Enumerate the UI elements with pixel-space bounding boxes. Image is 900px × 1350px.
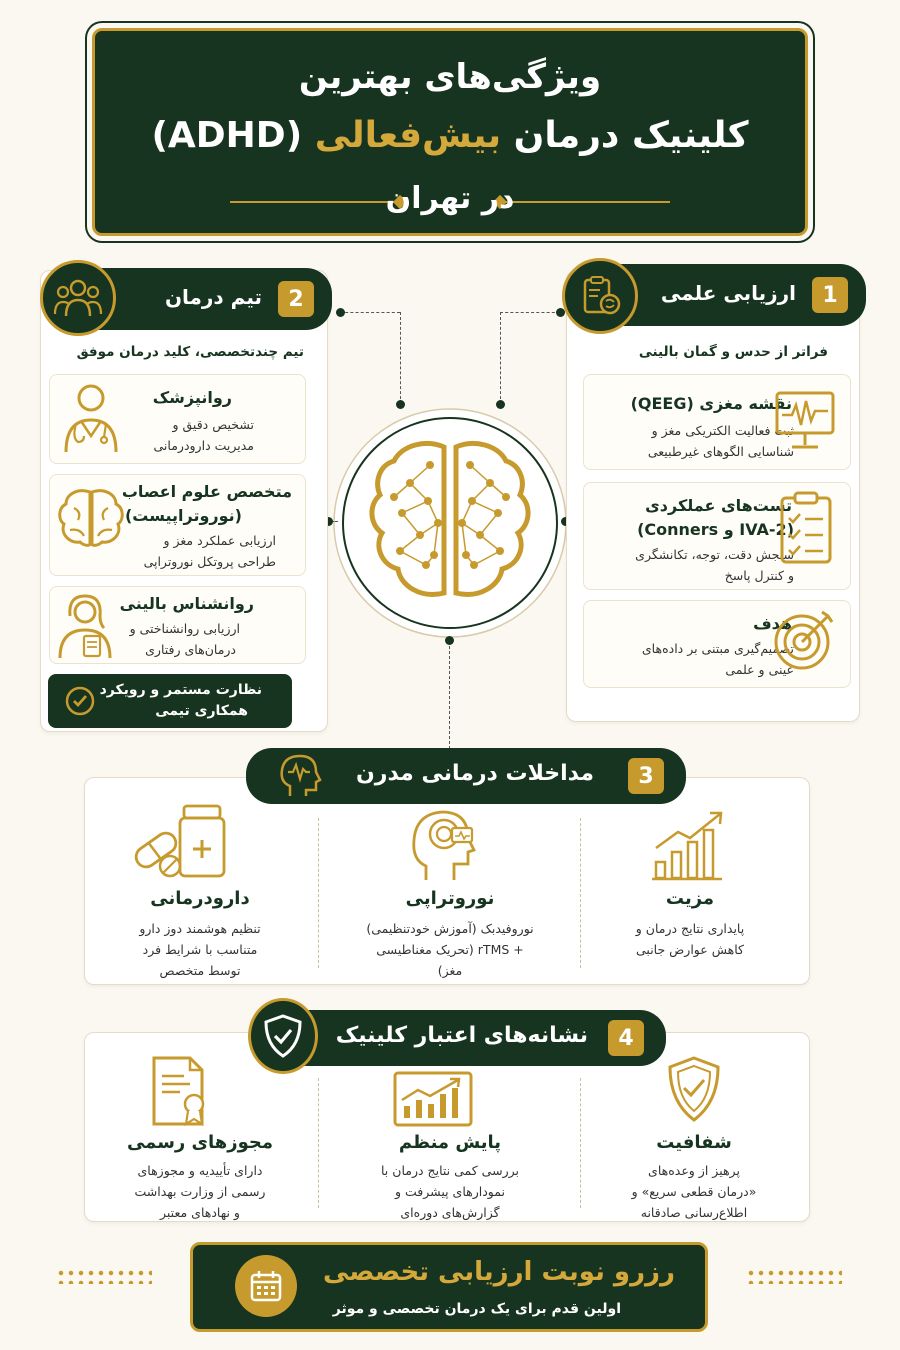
item-title: تست‌های عملکردی: [645, 496, 792, 515]
column-text: توسط متخصص: [159, 963, 241, 978]
column-text: کاهش عوارض جانبی: [636, 942, 744, 957]
team-footer-pill: [48, 674, 292, 728]
column-text: و نهادهای معتبر: [160, 1205, 240, 1220]
section4-title-pill: [262, 1010, 666, 1066]
column-text: رسمی از وزارت بهداشت: [134, 1184, 266, 1199]
item-text: سنجش دقت، توجه، تکانشگری: [635, 547, 794, 562]
item-text: عینی و علمی: [725, 662, 794, 677]
center-brain-illustration: [330, 405, 570, 641]
connector: [449, 641, 450, 749]
item-text: طراحی پروتکل نوروتراپی: [143, 554, 276, 569]
column-text: گزارش‌های دوره‌ای: [400, 1205, 500, 1220]
calendar-icon: [235, 1255, 297, 1317]
title-line-3: در تهران: [385, 181, 515, 216]
connector-dot: [396, 400, 405, 409]
connector: [340, 312, 400, 313]
connector: [500, 312, 560, 313]
section1-number: 1: [812, 277, 848, 313]
item-title: روانپزشک: [152, 388, 232, 407]
footer-line-2: همکاری تیمی: [155, 703, 248, 719]
item-title-2: (IVA-2 و Conners): [637, 520, 794, 539]
team-icon: [40, 260, 116, 336]
item-text: تصمیم‌گیری مبتنی بر داده‌های: [641, 641, 794, 656]
item-text: ثبت فعالیت الکتریکی مغز و: [651, 423, 794, 438]
section4-title: نشانه‌های اعتبار کلینیک: [335, 1023, 588, 1048]
title-line-2: کلینیک درمان بیش‌فعالی (ADHD): [151, 115, 749, 156]
column-text: اطلاع‌رسانی صادقانه: [640, 1205, 748, 1220]
section2-subtitle: تیم چندتخصصی، کلید درمان موفق: [76, 344, 304, 360]
column-text: متناسب با شرایط فرد: [142, 942, 258, 957]
section2-title: تیم درمان: [164, 285, 262, 309]
column-text: «درمان قطعی سریع» و: [631, 1184, 757, 1199]
section3-number: 3: [628, 758, 664, 794]
progress-chart-icon: [392, 1070, 474, 1128]
item-title: متخصص علوم اعصاب: [121, 482, 292, 501]
item-title: روانشناس بالینی: [119, 594, 254, 613]
column-title: مزیت: [665, 888, 715, 909]
cta-subtitle: اولین قدم برای یک درمان تخصصی و موثر: [332, 1301, 621, 1317]
footer-line-1: نظارت مستمر و رویکرد: [99, 682, 262, 698]
column-title: نوروتراپی: [405, 888, 495, 909]
column-text: تنظیم هوشمند دوز دارو: [139, 921, 261, 936]
item-title: هدف: [753, 614, 792, 633]
growth-chart-icon: [650, 808, 726, 882]
shield-check-icon: [248, 998, 318, 1074]
doctor-icon: [60, 380, 122, 454]
section3-title: مداخلات درمانی مدرن: [356, 761, 594, 786]
section1-subtitle: فراتر از حدس و گمان بالینی: [638, 344, 828, 360]
section2-number: 2: [278, 281, 314, 317]
brain-network-icon: [330, 405, 570, 641]
column-text: دارای تأییدیه و مجوزهای: [137, 1163, 263, 1178]
item-title: نقشه مغزی (QEEG): [630, 394, 792, 413]
column-text: پایداری نتایج درمان و: [635, 921, 745, 936]
section1-title: ارزیابی علمی: [660, 281, 796, 305]
item-text: مدیریت دارودرمانی: [153, 438, 254, 453]
header-banner: [92, 28, 808, 236]
item-title-2: (نوروتراپیست): [124, 506, 242, 525]
cta-title: رزرو نوبت ارزیابی تخصصی: [322, 1257, 675, 1287]
column-divider: [580, 818, 581, 968]
column-title: پایش منظم: [398, 1132, 502, 1153]
item-text: درمان‌های رفتاری: [145, 642, 236, 657]
item-text: شناسایی الگوهای غیرطبیعی: [647, 444, 794, 459]
column-text: + rTMS (تحریک مغناطیسی: [376, 942, 524, 957]
column-divider: [580, 1078, 581, 1208]
item-text: تشخیص دقیق و: [172, 417, 254, 432]
column-divider: [318, 818, 319, 968]
head-wave-icon: [276, 752, 324, 800]
connector-dot: [445, 636, 454, 645]
target-icon: [772, 608, 836, 672]
column-title: دارودرمانی: [150, 888, 250, 909]
column-title: مجوزهای رسمی: [126, 1132, 274, 1153]
column-text: نوروفیدبک (آموزش خودتنظیمی): [366, 921, 534, 936]
column-text: مغز): [437, 963, 463, 978]
column-text: بررسی کمی نتایج درمان با: [381, 1163, 519, 1178]
item-text: و کنترل پاسخ: [724, 568, 794, 583]
column-title: شفافیت: [656, 1132, 732, 1153]
cta-dots-left: [56, 1268, 152, 1284]
column-divider: [318, 1078, 319, 1208]
brain-icon: [56, 486, 126, 548]
certificate-icon: [150, 1054, 214, 1128]
title-line-1: ویژگی‌های بهترین: [298, 57, 602, 97]
connector-dot: [336, 308, 345, 317]
check-circle-icon: [64, 685, 96, 717]
title-highlight: بیش‌فعالی: [314, 115, 502, 156]
shield-check-icon: [664, 1054, 724, 1124]
psychologist-icon: [54, 590, 116, 660]
column-text: پرهیز از وعده‌های: [648, 1163, 740, 1178]
head-device-icon: [408, 806, 478, 882]
book-appointment-button[interactable]: [190, 1242, 708, 1332]
item-text: ارزیابی عملکرد مغز و: [163, 533, 276, 548]
monitor-wave-icon: [774, 389, 836, 453]
section4-number: 4: [608, 1020, 644, 1056]
connector: [400, 312, 401, 404]
column-text: نمودارهای پیشرفت و: [395, 1184, 505, 1199]
medicine-icon: [132, 804, 238, 880]
connector-dot: [496, 400, 505, 409]
section3-title-pill: [246, 748, 686, 804]
clipboard-brain-icon: [562, 258, 638, 334]
cta-dots-right: [746, 1268, 842, 1284]
item-text: ارزیابی روانشناختی و: [129, 621, 240, 636]
connector: [500, 312, 501, 404]
checklist-icon: [778, 490, 834, 566]
